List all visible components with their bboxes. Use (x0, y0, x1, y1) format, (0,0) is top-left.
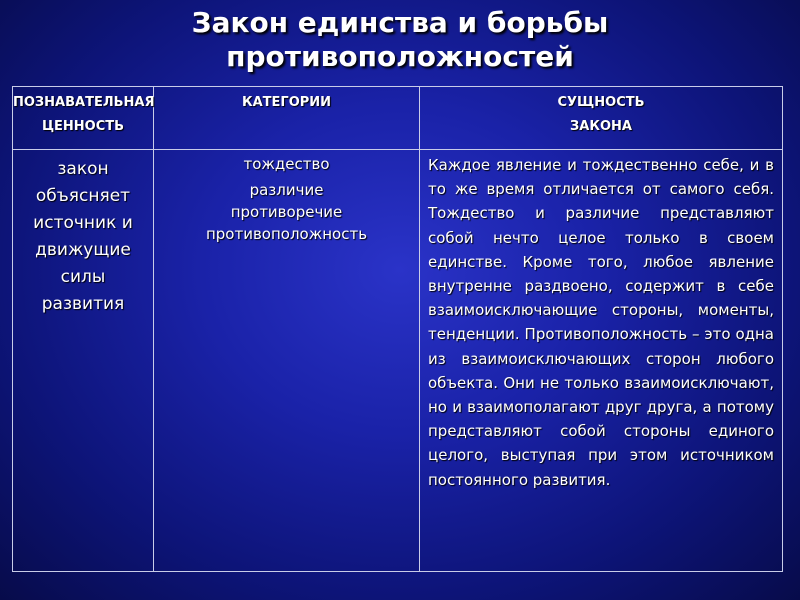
category-item: различие (249, 181, 324, 199)
law-table (12, 86, 783, 572)
cell-essence (420, 150, 783, 572)
cell-cognitive-value (13, 150, 154, 572)
essence-text: Каждое явление и тождественно себе, и в то же время отличается от самого себя. Тождество и различие представляют собой нечто целое только в своем единстве. Кроме того, любое явление внутренне раздвоено, содержит в себе взаимоисключающие стороны, моменты, тенденции. Противоположность – это одна из взаимоисключающих сторон любого объекта. Они не только взаимоисключают, но и взаимополагают друг друга, а потому представляют собой стороны единого целого, выступая при этом источником постоянного развития. (428, 156, 774, 489)
cell-categories (154, 150, 420, 572)
header-cognitive-value-line-1: ПОЗНАВАТЕЛЬНАЯ (13, 95, 155, 110)
category-item: тождество (243, 155, 330, 173)
header-essence-line-1: СУЩНОСТЬ (557, 95, 645, 110)
header-essence-line-2: ЗАКОНА (570, 119, 632, 134)
header-essence (420, 87, 783, 150)
table-row (13, 150, 783, 572)
header-cognitive-value-line-2: ЦЕННОСТЬ (41, 119, 125, 134)
header-categories-label: КАТЕГОРИИ (241, 95, 332, 110)
table-header-row (13, 87, 783, 150)
categories-list (154, 150, 419, 245)
header-categories (154, 87, 420, 150)
cognitive-value-text: закон объясняет источник и движущие силы развития (33, 159, 133, 314)
category-item: противоречие (230, 203, 343, 221)
category-item: противоположность (205, 225, 368, 243)
slide-title-line-1: Закон единства и борьбы (191, 6, 609, 39)
slide-title (0, 6, 800, 74)
slide-title-line-2: противоположностей (226, 40, 574, 73)
header-cognitive-value (13, 87, 154, 150)
